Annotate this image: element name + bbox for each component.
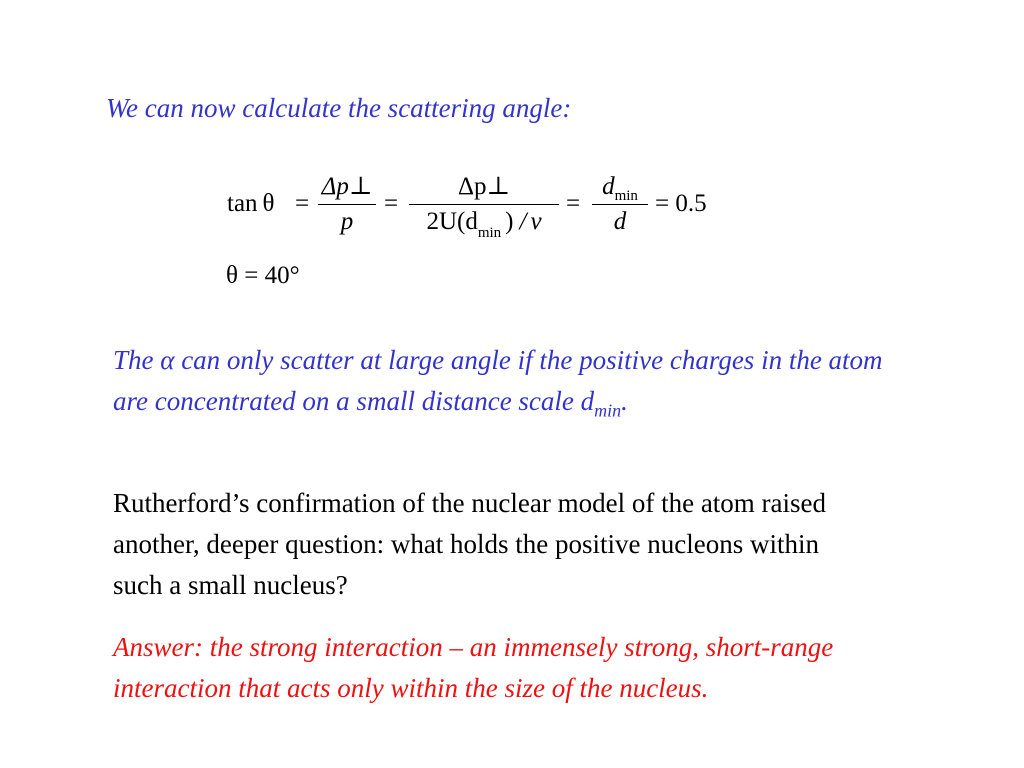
fraction-2-numerator: Δp⊥	[457, 173, 511, 200]
fraction-3-num-subscript: min	[614, 188, 638, 204]
para1-text-c: .	[621, 386, 628, 416]
para1-subscript: min	[594, 400, 622, 421]
paragraph-answer: Answer: the strong interaction – an immensely strong, short-range interaction that acts only within the size of the nucleus.	[113, 632, 834, 703]
fraction-2-den-velocity: v	[530, 208, 542, 235]
eq-result: = 0.5	[655, 190, 707, 217]
paragraph-alpha-scatter	[113, 340, 903, 431]
fraction-1-denominator: p	[340, 208, 354, 235]
eq-sign-1: =	[295, 190, 310, 217]
equation-theta-value: θ = 40°	[226, 262, 300, 289]
slide-heading: We can now calculate the scattering angle:	[106, 93, 572, 123]
fraction-dp-over-p	[318, 170, 376, 239]
para1-text-a: The	[113, 345, 161, 375]
fraction-3-num-d: d	[602, 173, 615, 200]
fraction-dmin-over-d	[592, 170, 648, 239]
fraction-2-den-subscript: min	[477, 225, 502, 241]
para1-text-b: can only scatter at large angle if the positive charges in the atom are concentrated on a small distance scale d	[113, 345, 883, 416]
fraction-3-numerator	[592, 170, 648, 204]
fraction-2-denominator	[409, 205, 559, 239]
eq-lhs: tan θ	[227, 190, 275, 217]
fraction-2-den-part-b: )	[505, 208, 514, 235]
eq-sign-2: =	[384, 190, 399, 217]
fraction-2-den-part-a: 2U(d	[426, 208, 478, 235]
paragraph-rutherford: Rutherford’s confirmation of the nuclear model of the atom raised another, deeper question: what holds the positive nucleons within such a small nucleus?	[113, 488, 827, 600]
fraction-3-denominator: d	[613, 208, 627, 235]
fraction-dp-over-u	[409, 170, 559, 239]
alpha-symbol: α	[160, 345, 175, 375]
fraction-2-den-slash: /	[519, 208, 527, 235]
eq-sign-3: =	[566, 190, 581, 217]
fraction-1-numerator: Δp⊥	[321, 173, 373, 200]
